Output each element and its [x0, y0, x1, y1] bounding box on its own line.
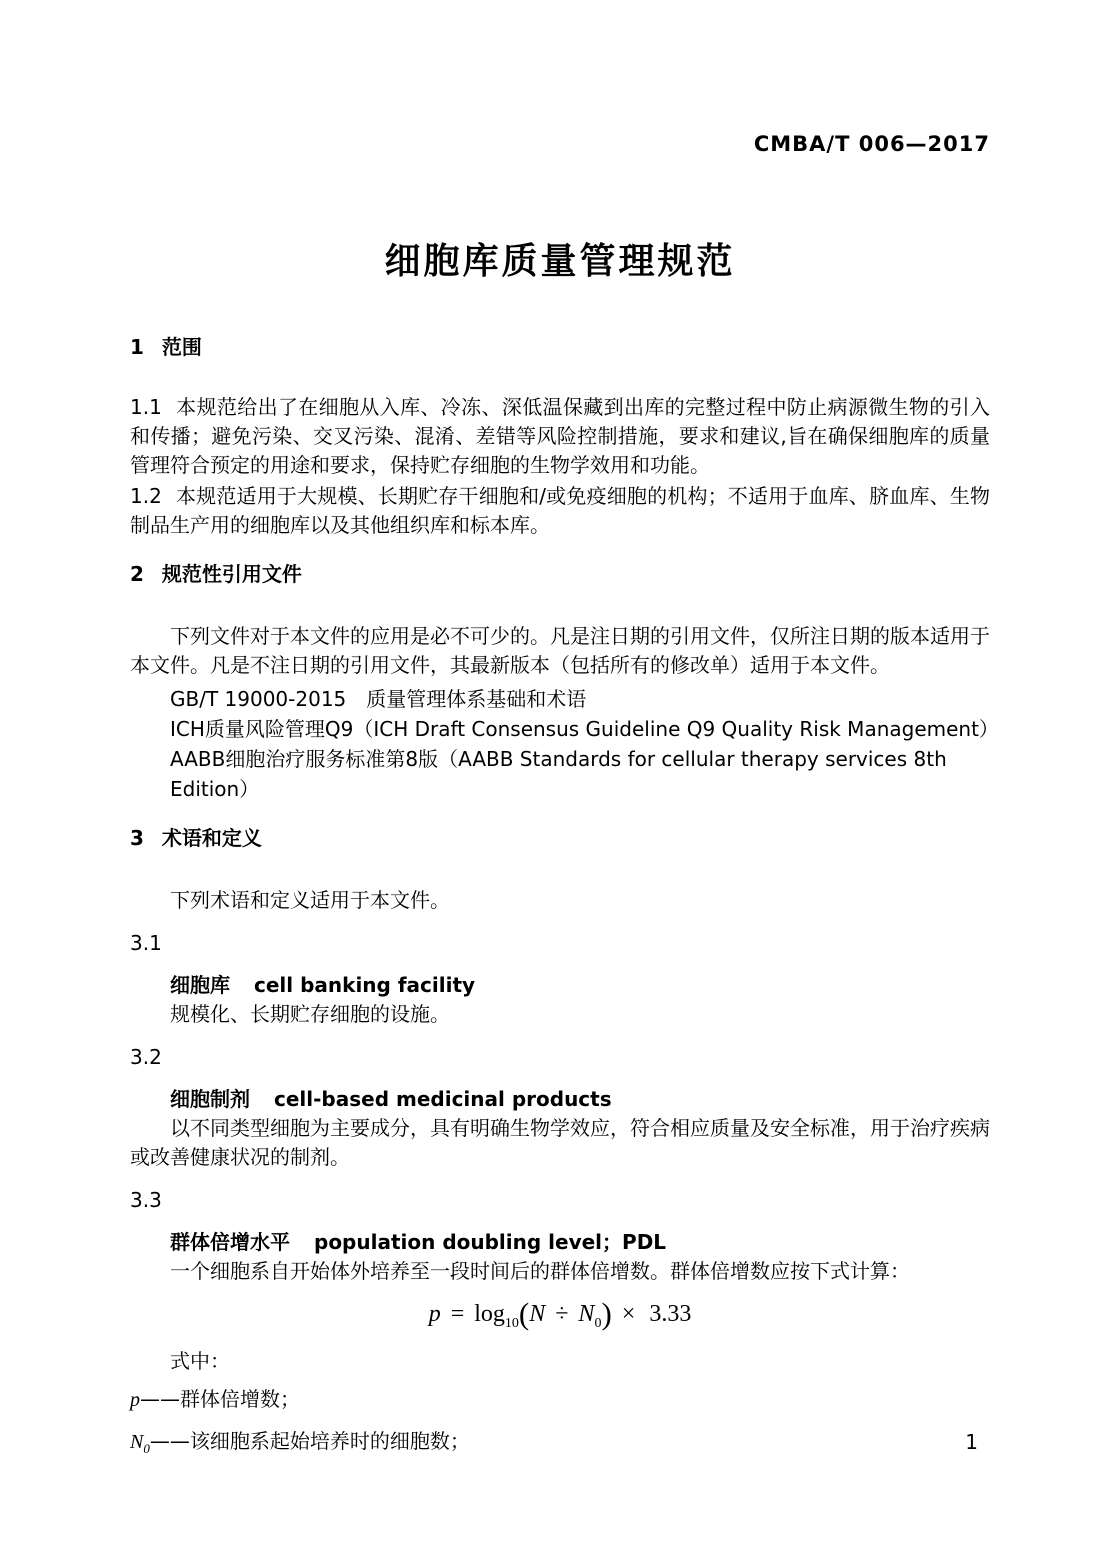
pdl-formula — [130, 1296, 990, 1342]
variable-list — [130, 1382, 990, 1466]
formula-log: log — [474, 1301, 505, 1327]
term-zh: 群体倍增水平 — [170, 1230, 290, 1254]
clause-1-1-text: 本规范给出了在细胞从入库、冷冻、深低温保藏到出库的完整过程中防止病源微生物的引入和传播；避免污染、交叉污染、混淆、差错等风险控制措施，要求和建议,旨在确保细胞库的质量管理符合预定的用途和要求，保持贮存细胞的生物学效用和功能。 — [130, 395, 990, 477]
page-number: 1 — [965, 1430, 978, 1454]
variable-dash: —— — [140, 1386, 180, 1411]
variable-symbol: $N_0$ — [130, 1430, 150, 1456]
section-3-title: 术语和定义 — [161, 826, 262, 850]
term-title — [130, 971, 990, 1000]
formula-divide: ÷ — [555, 1301, 569, 1327]
where-label: 式中： — [170, 1348, 230, 1373]
reference-item: GB/T 19000-2015 质量管理体系基础和术语 — [170, 687, 587, 711]
term-definition: 一个细胞系自开始体外培养至一段时间后的群体倍增数。群体倍增数应按下式计算： — [170, 1259, 910, 1283]
section-2-title: 规范性引用文件 — [161, 562, 302, 586]
term-definition: 以不同类型细胞为主要成分，具有明确生物学效应，符合相应质量及安全标准，用于治疗疾病或改善健康状况的制剂。 — [130, 1116, 990, 1169]
formula-var-n: N — [529, 1301, 546, 1327]
formula-n0-subscript: 0 — [594, 1315, 602, 1331]
doc-number: CMBA/T 006—2017 — [753, 132, 990, 156]
formula-var-n0: N — [578, 1301, 595, 1327]
section-1-heading — [130, 335, 990, 359]
term-en: cell banking facility — [254, 973, 476, 997]
variable-dash: —— — [149, 1428, 190, 1453]
section-2-intro: 下列文件对于本文件的应用是必不可少的。凡是注日期的引用文件，仅所注日期的版本适用于本文件。凡是不注日期的引用文件，其最新版本（包括所有的修改单）适用于本文件。 — [130, 624, 990, 677]
reference-item: ICH质量风险管理Q9（ICH Draft Consensus Guideline Q9 Quality Risk Management） — [170, 717, 999, 741]
term-block-3-1 — [130, 931, 990, 1029]
section-3-intro: 下列术语和定义适用于本文件。 — [170, 888, 450, 912]
clause-1-2 — [130, 482, 990, 540]
formula-times: × — [621, 1301, 636, 1327]
term-number: 3.2 — [130, 1045, 162, 1069]
clause-1-1 — [130, 393, 990, 480]
formula-close-paren: ) — [601, 1296, 612, 1331]
formula-log-subscript: 10 — [504, 1315, 519, 1331]
section-2-heading — [130, 562, 990, 586]
term-block-3-2 — [130, 1045, 990, 1172]
clause-1-1-number: 1.1 — [130, 395, 162, 419]
term-title — [130, 1085, 990, 1114]
section-3-number: 3 — [130, 826, 144, 850]
variable-symbol: p — [130, 1388, 140, 1411]
reference-list — [130, 684, 999, 804]
document-title: 细胞库质量管理规范 — [384, 241, 736, 282]
variable-desc: 群体倍增数； — [180, 1386, 300, 1411]
term-block-3-3 — [130, 1188, 990, 1286]
clause-1-2-text: 本规范适用于大规模、长期贮存干细胞和/或免疫细胞的机构；不适用于血库、脐血库、生物制品生产用的细胞库以及其他组织库和标本库。 — [130, 484, 990, 537]
variable-n0 — [130, 1424, 990, 1466]
reference-item: AABB细胞治疗服务标准第8版（AABB Standards for cellular therapy services 8th Edition） — [170, 747, 947, 801]
term-zh: 细胞库 — [170, 973, 230, 997]
formula-factor: 3.33 — [649, 1301, 692, 1327]
term-title — [130, 1228, 990, 1257]
formula-var-p: p — [428, 1301, 441, 1327]
term-en: population doubling level；PDL — [314, 1230, 667, 1254]
section-1-title: 范围 — [161, 335, 202, 359]
clause-1-2-number: 1.2 — [130, 484, 162, 508]
section-1-number: 1 — [130, 335, 144, 359]
formula-open-paren: ( — [518, 1296, 530, 1331]
term-number: 3.3 — [130, 1188, 162, 1212]
term-definition: 规模化、长期贮存细胞的设施。 — [170, 1002, 450, 1026]
formula-equals: = — [450, 1301, 465, 1327]
term-zh: 细胞制剂 — [170, 1087, 250, 1111]
term-number: 3.1 — [130, 931, 162, 955]
section-2-number: 2 — [130, 562, 144, 586]
variable-p — [130, 1382, 990, 1424]
section-3-heading — [130, 826, 990, 850]
variable-desc: 该细胞系起始培养时的细胞数； — [189, 1428, 470, 1453]
term-en: cell-based medicinal products — [274, 1087, 612, 1111]
